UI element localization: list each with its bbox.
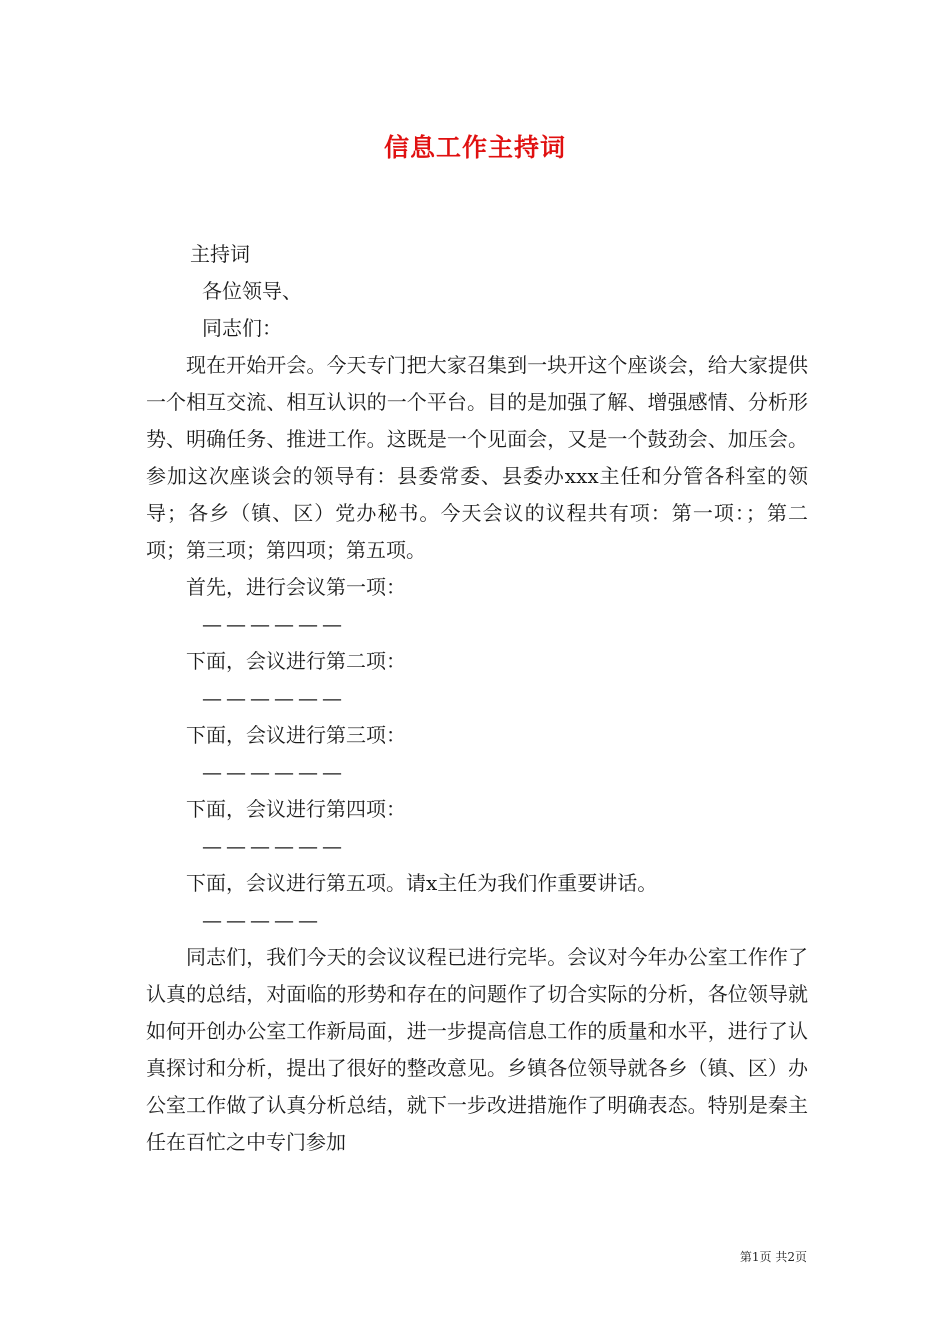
paragraph-item-4: 下面，会议进行第四项：: [186, 797, 406, 821]
paragraph-opening: 现在开始开会。今天专门把大家召集到一块开这个座谈会，给大家提供一个相互交流、相互认识的一个平台。目的是加强了解、增强感情、分析形势、明确任务、推进工作。这既是一个见面会，又是一个鼓劲会、加压会。参加这次座谈会的领导有：县委常委、县委办xxx主任和分管各科室的领导；各乡（镇、区）党办秘书。今天会议的议程共有项：第一项：；第二项；第三项；第四项；第五项。: [146, 353, 808, 562]
page-number-footer: 第1页 共2页: [739, 1250, 807, 1264]
document-title: 信息工作主持词: [383, 133, 566, 162]
paragraph-item-1: 首先，进行会议第一项：: [186, 575, 406, 599]
paragraph-item-2: 下面，会议进行第二项：: [186, 649, 406, 673]
dash-separator: ——————: [202, 834, 346, 858]
dash-separator: ——————: [202, 760, 346, 784]
document-body: [146, 236, 808, 1161]
paragraph-closing: 同志们，我们今天的会议议程已进行完毕。会议对今年办公室工作作了认真的总结，对面临的形势和存在的问题作了切合实际的分析，各位领导就如何开创办公室工作新局面，进一步提高信息工作的质量和水平，进行了认真探讨和分析，提出了很好的整改意见。乡镇各位领导就各乡（镇、区）办公室工作做了认真分析总结，就下一步改进措施作了明确表态。特别是秦主任在百忙之中专门参加: [146, 945, 808, 1154]
dash-separator: ——————: [202, 686, 346, 710]
paragraph-salutation-comrades: 同志们：: [202, 316, 282, 340]
paragraph-salutation-leaders: 各位领导、: [202, 279, 302, 303]
paragraph-item-5: 下面，会议进行第五项。请x主任为我们作重要讲话。: [186, 871, 658, 895]
dash-separator: —————: [202, 908, 322, 932]
dash-separator: ——————: [202, 612, 346, 636]
paragraph-item-3: 下面，会议进行第三项：: [186, 723, 406, 747]
paragraph-heading: 主持词: [190, 242, 250, 266]
